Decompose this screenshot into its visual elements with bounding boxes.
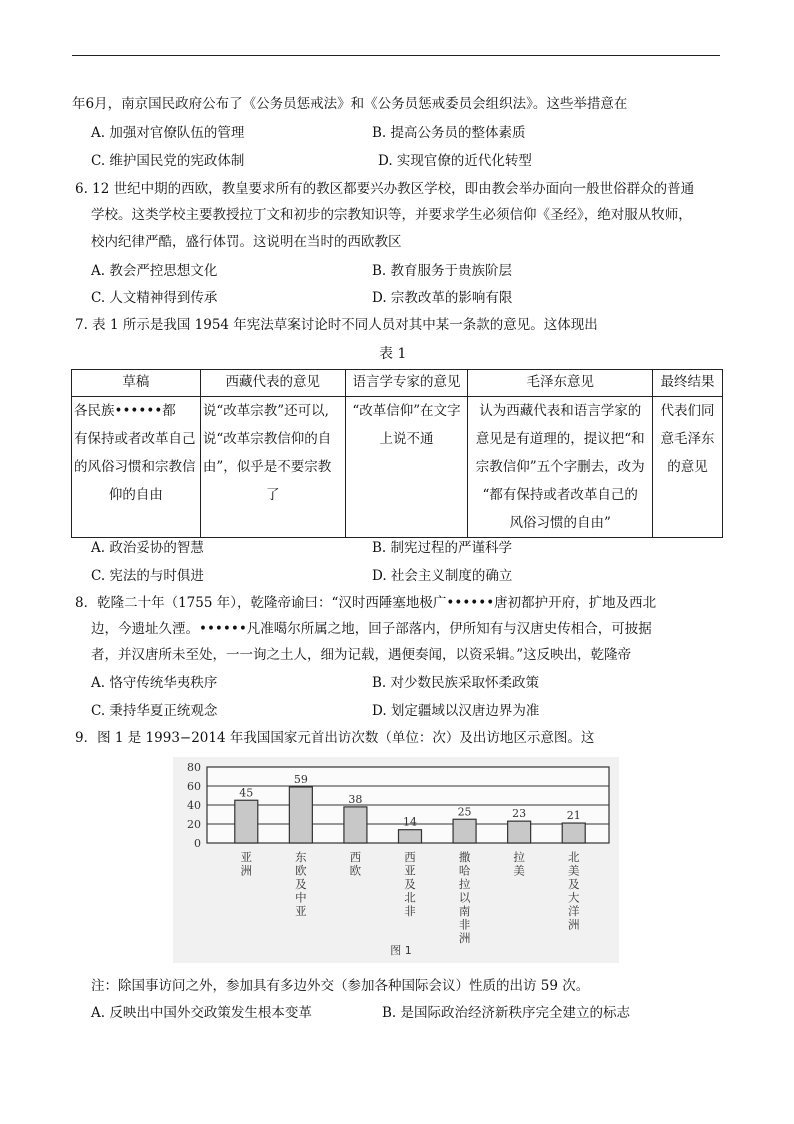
category-label: 西: [404, 850, 416, 864]
table-cell-mao: 认为西藏代表和语言学家的 意见是有道理的，提议把“和 宗教信仰”五个字删去，改为 “都有保持或者改革自己的 风俗习惯的自由”: [468, 397, 653, 538]
q6-option-a[interactable]: A. 教会严控思想文化: [91, 263, 218, 279]
bar: [508, 821, 531, 843]
q8-option-c[interactable]: C. 秉持华夏正统观念: [91, 703, 218, 719]
y-tick-label: 20: [187, 818, 201, 831]
category-label: 美: [567, 863, 580, 878]
q6-option-d[interactable]: D. 宗教改革的影响有限: [372, 290, 513, 306]
bar: [344, 807, 367, 843]
bar: [235, 800, 258, 843]
category-label: 亚: [404, 863, 416, 878]
category-label: 中: [295, 890, 307, 905]
data-label: 23: [512, 807, 527, 821]
category-label: 欧: [349, 863, 362, 878]
q8-option-b[interactable]: B. 对少数民族采取怀柔政策: [372, 675, 540, 691]
bar: [453, 819, 476, 843]
figure-caption: 图 1: [390, 944, 412, 957]
q6-stem-line-3: 校内纪律严酷，盛行体罚。这说明在当时的西欧教区: [91, 234, 402, 250]
y-tick-label: 0: [194, 837, 201, 850]
category-label: 拉: [513, 850, 525, 864]
y-tick-label: 60: [187, 780, 201, 793]
category-label: 及: [404, 877, 416, 891]
category-label: 拉: [458, 877, 471, 891]
opinions-table: [71, 369, 723, 538]
category-label: 撒: [458, 850, 471, 864]
category-label: 大: [567, 890, 580, 905]
q6-option-c[interactable]: C. 人文精神得到传承: [91, 290, 218, 306]
table-header-mao: 毛泽东意见: [468, 370, 653, 397]
data-label: 59: [293, 772, 308, 786]
category-label: 洲: [567, 917, 580, 932]
q8-stem-line-2: 边，今遗址久湮。••••••凡准噶尔所属之地，回子部落内，伊所知有与汉唐史传相合，可披据: [91, 621, 652, 637]
category-label: 洲: [240, 863, 253, 878]
q8-option-a[interactable]: A. 恪守传统华夷秩序: [91, 675, 218, 691]
q5-option-b[interactable]: B. 提高公务员的整体素质: [372, 125, 526, 141]
figure-note: 注：除国事访问之外，参加具有多边外交（参加各种国际会议）性质的出访 59 次。: [91, 978, 590, 994]
table-caption: 表 1: [379, 346, 407, 362]
q9-option-a[interactable]: A. 反映出中国外交政策发生根本变革: [91, 1005, 312, 1021]
table-cell-linguist: “改革信仰”在文字 上说不通: [345, 397, 468, 538]
figure-1-chart: [173, 757, 619, 963]
q6-stem-line-2: 学校。这类学校主要教授拉丁文和初步的宗教知识等，并要求学生必须信仰《圣经》，绝对服从牧师，: [91, 207, 692, 223]
q9-stem: 9．图 1 是 1993−2014 年我国国家元首出访次数（单位：次）及出访地区示意图。这: [75, 730, 595, 746]
data-label: 21: [566, 809, 581, 823]
q8-stem-line-1: 8．乾隆二十年（1755 年），乾隆帝谕曰：“汉时西陲塞地极广••••••唐初都护开府，扩地及西北: [75, 595, 657, 611]
bar: [289, 787, 312, 843]
q8-stem-line-3: 者，并汉唐所未至处，一一询之土人，细为记载，遇便奏闻，以资采辑。”这反映出，乾隆帝: [91, 647, 632, 663]
table-header-tibet: 西藏代表的意见: [200, 370, 345, 397]
q8-option-d[interactable]: D. 划定疆域以汉唐边界为准: [372, 703, 540, 719]
bar-chart-svg: [173, 757, 619, 963]
q7-stem: 7. 表 1 所示是我国 1954 年宪法草案讨论时不同人员对其中某一条款的意见。这体现出: [75, 317, 598, 333]
data-label: 25: [457, 805, 472, 819]
category-label: 西: [349, 850, 362, 864]
table-cell-result: 代表们同 意毛泽东 的意见: [653, 397, 723, 538]
data-label: 14: [403, 815, 417, 829]
category-label: 洲: [458, 931, 471, 945]
category-label: 东: [295, 850, 307, 864]
table-cell-draft: 各民族••••••都 有保持或者改革自己 的风俗习惯和宗教信 仰的自由: [72, 397, 201, 538]
category-label: 洋: [567, 904, 580, 918]
category-label: 南: [458, 904, 471, 918]
q5-option-a[interactable]: A. 加强对官僚队伍的管理: [91, 125, 245, 141]
category-label: 哈: [458, 863, 471, 878]
table-header-linguist: 语言学专家的意见: [345, 370, 468, 397]
table-header-result: 最终结果: [653, 370, 723, 397]
table-cell-tibet: 说“改革宗教”还可以, 说“改革宗教信仰的自 由”，似乎是不要宗教 了: [200, 397, 345, 538]
y-tick-label: 40: [187, 799, 201, 812]
q9-option-b[interactable]: B. 是国际政治经济新秩序完全建立的标志: [382, 1005, 631, 1021]
category-label: 亚: [240, 850, 253, 864]
y-tick-label: 80: [187, 761, 201, 774]
q7-option-a[interactable]: A. 政治妥协的智慧: [91, 540, 204, 556]
q5-option-d[interactable]: D. 实现官僚的近代化转型: [378, 153, 532, 169]
category-label: 美: [513, 863, 525, 878]
category-label: 北: [404, 890, 416, 905]
q7-option-d[interactable]: D. 社会主义制度的确立: [372, 568, 513, 584]
category-label: 欧: [295, 863, 307, 878]
category-label: 及: [295, 877, 307, 891]
bar: [562, 823, 585, 843]
q7-option-b[interactable]: B. 制宪过程的严谨科学: [372, 540, 513, 556]
q5-option-c[interactable]: C. 维护国民党的宪政体制: [91, 153, 245, 169]
q5-stem-tail: 年6月，南京国民政府公布了《公务员惩戒法》和《公务员惩戒委员会组织法》。这些举措意在: [72, 96, 628, 112]
q6-option-b[interactable]: B. 教育服务于贵族阶层: [372, 263, 513, 279]
data-label: 45: [239, 786, 254, 800]
table-header-draft: 草稿: [72, 370, 201, 397]
category-label: 以: [458, 890, 471, 905]
bar: [399, 830, 422, 843]
q7-option-c[interactable]: C. 宪法的与时俱进: [91, 568, 204, 584]
category-label: 及: [567, 877, 580, 891]
q6-stem-line-1: 6. 12 世纪中期的西欧，教皇要求所有的教区都要兴办教区学校，即由教会举办面向一般世俗群众的普通: [75, 181, 695, 197]
category-label: 非: [458, 917, 471, 932]
category-label: 北: [567, 850, 580, 864]
data-label: 38: [348, 792, 363, 806]
header-rule: [72, 55, 720, 56]
category-label: 亚: [295, 904, 307, 918]
category-label: 非: [404, 904, 416, 918]
